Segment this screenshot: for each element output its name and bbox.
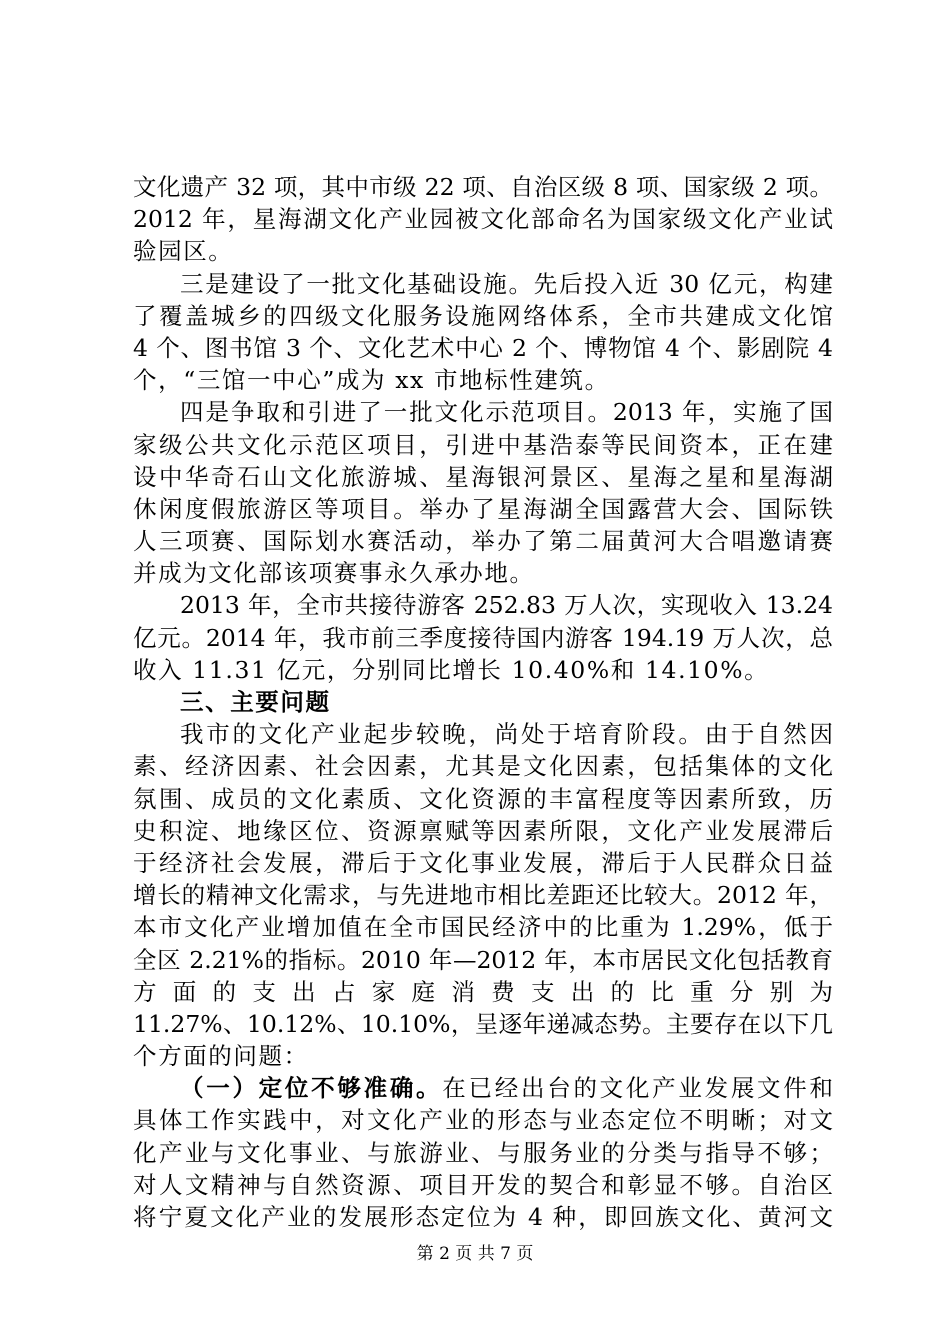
- text-line: 11.27%、10.12%、10.10%，呈逐年递减态势。主要存在以下几: [133, 1009, 833, 1038]
- text-line: 并成为文化部该项赛事永久承办地。: [133, 559, 535, 588]
- text-line: 我市的文化产业起步较晚，尚处于培育阶段。由于自然因: [180, 720, 833, 749]
- text-line: 个方面的问题：: [133, 1042, 309, 1071]
- text-line: 素、经济因素、社会因素，尤其是文化因素，包括集体的文化: [133, 752, 833, 781]
- text-line: 四是争取和引进了一批文化示范项目。2013 年，实施了国: [180, 398, 833, 427]
- text-line: 2013 年，全市共接待游客 252.83 万人次，实现收入 13.24: [180, 591, 833, 620]
- text-line: 具体工作实践中，对文化产业的形态与业态定位不明晰；对文: [133, 1106, 833, 1135]
- text-line: 方面的支出占家庭消费支出的比重分别为: [133, 977, 833, 1006]
- text-line: 本市文化产业增加值在全市国民经济中的比重为 1.29%，低于: [133, 913, 833, 942]
- text-line: 对人文精神与自然资源、项目开发的契合和彰显不够。自治区: [133, 1170, 833, 1199]
- text-line: 收入 11.31 亿元，分别同比增长 10.40%和 14.10%。: [133, 655, 770, 684]
- page-footer: 第 2 页 共 7 页: [416, 1244, 534, 1264]
- text-line: 全区 2.21%的指标。2010 年—2012 年，本市居民文化包括教育: [133, 945, 833, 974]
- body-text: [133, 171, 833, 1233]
- text-line: 人三项赛、国际划水赛活动，举办了第二届黄河大合唱邀请赛: [133, 527, 833, 556]
- text-line: 了覆盖城乡的四级文化服务设施网络体系，全市共建成文化馆: [133, 301, 833, 330]
- section-heading: 三、主要问题: [180, 688, 331, 716]
- text-line: 氛围、成员的文化素质、文化资源的丰富程度等因素所致，历: [133, 784, 833, 813]
- text-line: 三是建设了一批文化基础设施。先后投入近 30 亿元，构建: [180, 269, 833, 298]
- text-span: 在已经出台的文化产业发展文件和: [442, 1074, 834, 1103]
- text-line: 亿元。2014 年，我市前三季度接待国内游客 194.19 万人次，总: [133, 623, 833, 652]
- text-line: 于经济社会发展，滞后于文化事业发展，滞后于人民群众日益: [133, 848, 833, 877]
- text-line: [133, 1072, 833, 1104]
- text-line: 家级公共文化示范区项目，引进中基浩泰等民间资本，正在建: [133, 430, 833, 459]
- text-line: 史积淀、地缘区位、资源禀赋等因素所限，文化产业发展滞后: [133, 816, 833, 845]
- text-line: 休闲度假旅游区等项目。举办了星海湖全国露营大会、国际铁: [133, 494, 833, 523]
- text-line: 2012 年，星海湖文化产业园被文化部命名为国家级文化产业试: [133, 205, 833, 234]
- text-line: 验园区。: [133, 237, 234, 266]
- subsection-lead: （一）定位不够准确。: [180, 1074, 443, 1103]
- text-line: 化产业与文化事业、与旅游业、与服务业的分类与指导不够；: [133, 1138, 833, 1167]
- text-line: 个，“三馆一中心”成为 xx 市地标性建筑。: [133, 366, 610, 395]
- text-line: 设中华奇石山文化旅游城、星海银河景区、星海之星和星海湖: [133, 462, 833, 491]
- text-line: 增长的精神文化需求，与先进地市相比差距还比较大。2012 年，: [133, 881, 833, 910]
- text-line: 将宁夏文化产业的发展形态定位为 4 种，即回族文化、黄河文: [133, 1203, 833, 1231]
- text-line: 4 个、图书馆 3 个、文化艺术中心 2 个、博物馆 4 个、影剧院 4: [133, 333, 833, 362]
- text-line: 文化遗产 32 项，其中市级 22 项、自治区级 8 项、国家级 2 项。: [133, 173, 833, 201]
